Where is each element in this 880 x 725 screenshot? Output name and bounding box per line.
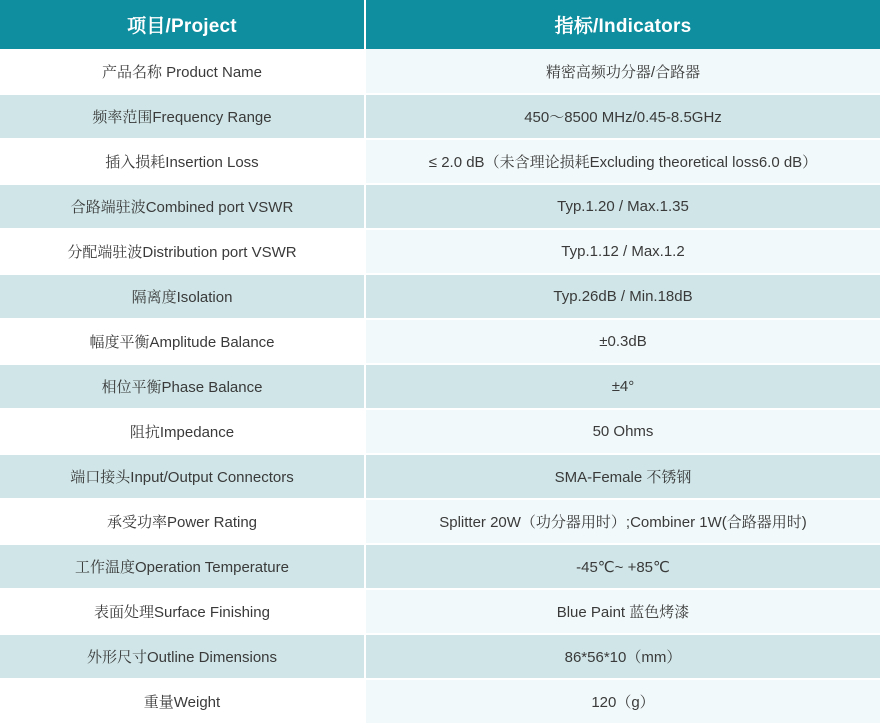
cell-indicator: Typ.26dB / Min.18dB bbox=[365, 274, 880, 319]
cell-indicator: -45℃~ +85℃ bbox=[365, 544, 880, 589]
table-header bbox=[0, 0, 880, 49]
cell-project: 产品名称 Product Name bbox=[0, 49, 365, 94]
cell-indicator: ±0.3dB bbox=[365, 319, 880, 364]
table-row bbox=[0, 544, 880, 589]
cell-project: 相位平衡Phase Balance bbox=[0, 364, 365, 409]
table-row bbox=[0, 589, 880, 634]
cell-indicator: SMA-Female 不锈钢 bbox=[365, 454, 880, 499]
cell-project: 频率范围Frequency Range bbox=[0, 94, 365, 139]
cell-indicator: Splitter 20W（功分器用时）;Combiner 1W(合路器用时) bbox=[365, 499, 880, 544]
table-row bbox=[0, 499, 880, 544]
cell-indicator: Blue Paint 蓝色烤漆 bbox=[365, 589, 880, 634]
cell-indicator: 120（g） bbox=[365, 679, 880, 724]
cell-project: 工作温度Operation Temperature bbox=[0, 544, 365, 589]
table-row bbox=[0, 49, 880, 94]
cell-indicator: Typ.1.12 / Max.1.2 bbox=[365, 229, 880, 274]
table-row bbox=[0, 274, 880, 319]
cell-project: 幅度平衡Amplitude Balance bbox=[0, 319, 365, 364]
table-row bbox=[0, 409, 880, 454]
cell-project: 重量Weight bbox=[0, 679, 365, 724]
cell-project: 承受功率Power Rating bbox=[0, 499, 365, 544]
table-row bbox=[0, 679, 880, 724]
cell-indicator: 86*56*10（mm） bbox=[365, 634, 880, 679]
table-row bbox=[0, 139, 880, 184]
column-header-indicators: 指标/Indicators bbox=[365, 0, 880, 49]
cell-project: 分配端驻波Distribution port VSWR bbox=[0, 229, 365, 274]
cell-indicator: ±4° bbox=[365, 364, 880, 409]
table-header-row bbox=[0, 0, 880, 49]
table-row bbox=[0, 454, 880, 499]
column-header-project: 项目/Project bbox=[0, 0, 365, 49]
cell-project: 端口接头Input/Output Connectors bbox=[0, 454, 365, 499]
cell-project: 合路端驻波Combined port VSWR bbox=[0, 184, 365, 229]
table-body bbox=[0, 49, 880, 724]
cell-project: 外形尺寸Outline Dimensions bbox=[0, 634, 365, 679]
cell-project: 表面处理Surface Finishing bbox=[0, 589, 365, 634]
cell-indicator: Typ.1.20 / Max.1.35 bbox=[365, 184, 880, 229]
table-row bbox=[0, 364, 880, 409]
table-row bbox=[0, 229, 880, 274]
cell-indicator: 450～8500 MHz/0.45-8.5GHz bbox=[365, 94, 880, 139]
cell-indicator: 精密高频功分器/合路器 bbox=[365, 49, 880, 94]
table-row bbox=[0, 319, 880, 364]
table-row bbox=[0, 634, 880, 679]
cell-project: 隔离度Isolation bbox=[0, 274, 365, 319]
cell-indicator: 50 Ohms bbox=[365, 409, 880, 454]
cell-project: 插入损耗Insertion Loss bbox=[0, 139, 365, 184]
table-row bbox=[0, 94, 880, 139]
cell-indicator: ≤ 2.0 dB（未含理论损耗Excluding theoretical loss6.0 dB） bbox=[365, 139, 880, 184]
table-row bbox=[0, 184, 880, 229]
cell-project: 阻抗Impedance bbox=[0, 409, 365, 454]
